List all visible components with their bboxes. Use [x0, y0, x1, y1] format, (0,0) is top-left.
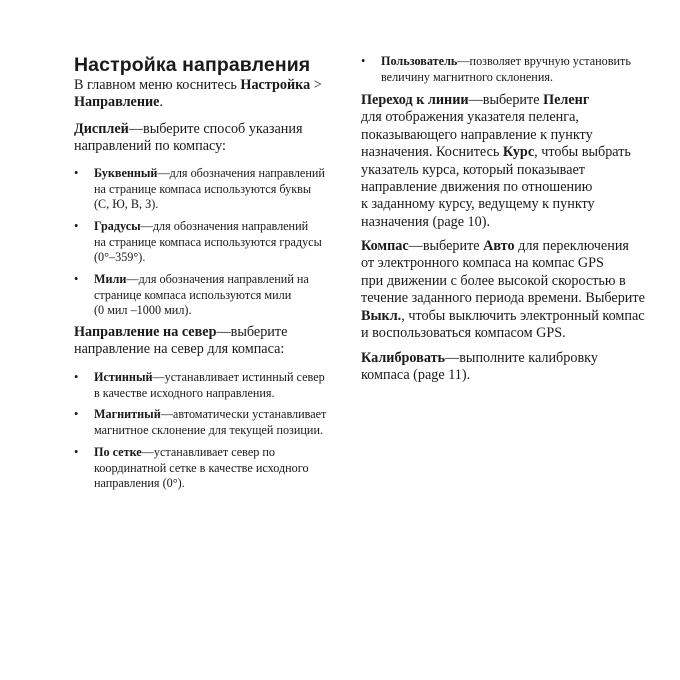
- compass-term: Компас: [361, 238, 409, 254]
- display-line-1: Дисплей—выберите способ указания: [74, 121, 303, 137]
- compass-line-5: Выкл., чтобы выключить электронный компас: [361, 307, 645, 324]
- menu-path-setup: Настройка: [240, 77, 311, 93]
- display-line-2: направлений по компасу:: [74, 138, 226, 154]
- bullet-icon: •: [74, 407, 79, 421]
- bullet-icon: •: [74, 166, 79, 180]
- calibrate-line-1: Калибровать—выполните калибровку: [361, 350, 598, 366]
- bullet-icon: •: [74, 370, 79, 384]
- bullet-icon: •: [74, 272, 79, 286]
- bullet-icon: •: [74, 445, 79, 459]
- menu-path-heading: Направление: [74, 94, 160, 110]
- compass-line-6: и воспользоваться компасом GPS.: [361, 325, 566, 341]
- goto-line-3: показывающего направление к пункту: [361, 126, 593, 143]
- intro-line-1: В главном меню коснитесь Настройка >: [74, 77, 322, 93]
- north-term: Направление на север: [74, 324, 217, 340]
- goto-term: Переход к линии: [361, 92, 469, 108]
- goto-line-7: к заданному курсу, ведущему к пункту: [361, 196, 595, 213]
- calibrate-line-2: компаса (page 11).: [361, 367, 471, 384]
- goto-line-8: назначения (page 10).: [361, 213, 491, 230]
- north-line-1: Направление на север—выберите: [74, 324, 288, 340]
- compass-line-1: Компас—выберите Авто для переключения: [361, 238, 629, 254]
- goto-line-4: назначения. Коснитесь Курс, чтобы выбрать: [361, 144, 631, 161]
- goto-line-2: для отображения указателя пеленга,: [361, 109, 579, 126]
- goto-line-6: направление движения по отношению: [361, 179, 593, 195]
- goto-line-5: указатель курса, который показывает: [361, 161, 585, 178]
- compass-line-3: при движении с более высокой скоростью в: [361, 272, 626, 289]
- north-line-2: направление на север для компаса:: [74, 341, 285, 357]
- page-title: Настройка направления: [74, 54, 311, 76]
- compass-line-2: от электронного компаса на компас GPS: [361, 255, 604, 272]
- bullet-icon: •: [74, 219, 79, 233]
- intro-line-2: Направление.: [74, 94, 164, 110]
- compass-line-4: течение заданного периода времени. Выберите: [361, 290, 645, 307]
- display-term: Дисплей: [74, 121, 129, 137]
- calibrate-term: Калибровать: [361, 350, 446, 366]
- bullet-icon: •: [361, 54, 366, 68]
- goto-line-1: Переход к линии—выберите Пеленг: [361, 92, 590, 108]
